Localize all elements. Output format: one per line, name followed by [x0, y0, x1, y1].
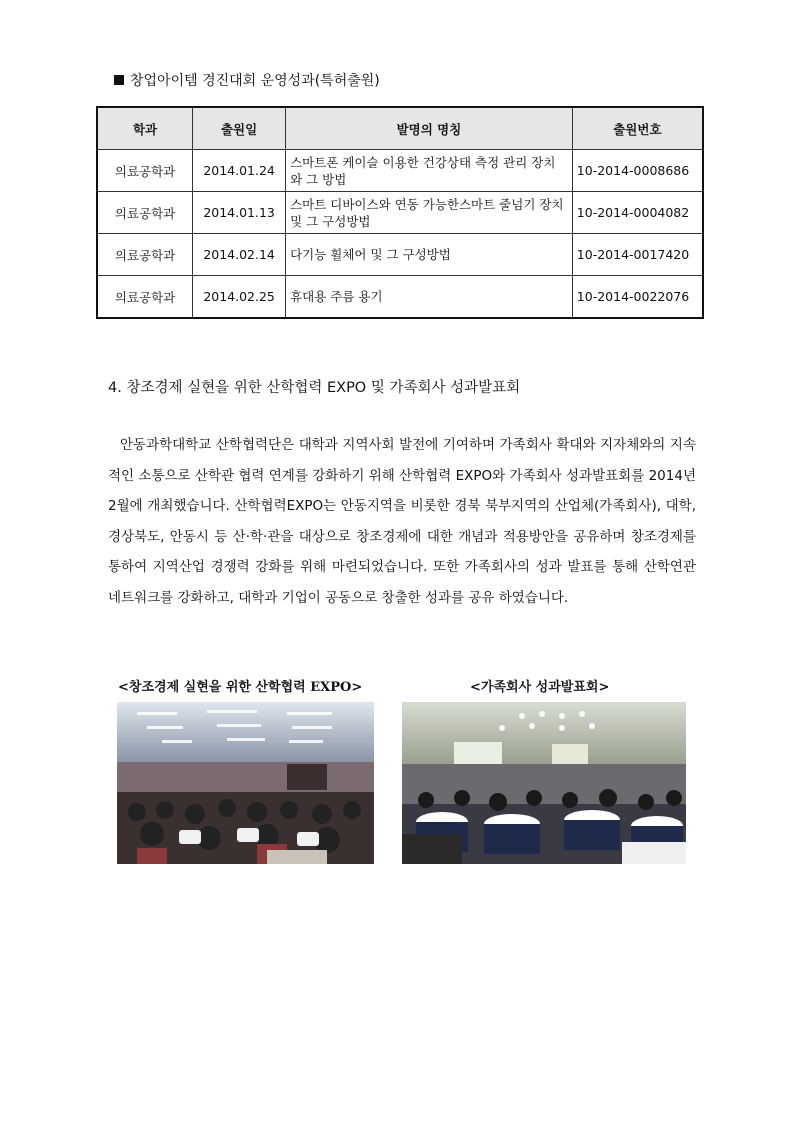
- cell-number: 10-2014-0022076: [572, 276, 703, 319]
- cell-date: 2014.02.25: [193, 276, 286, 319]
- cell-number: 10-2014-0004082: [572, 192, 703, 234]
- section-heading: [114, 70, 380, 90]
- cell-dept: 의료공학과: [97, 192, 193, 234]
- cell-date: 2014.01.13: [193, 192, 286, 234]
- column-header-date: 출원일: [193, 107, 286, 150]
- column-header-number: 출원번호: [572, 107, 703, 150]
- cell-title: 휴대용 주름 용기: [286, 276, 573, 319]
- body-paragraph: 안동과학대학교 산학협력단은 대학과 지역사회 발전에 기여하며 가족회사 확대와 지자체와의 지속적인 소통으로 산학관 협력 연계를 강화하기 위해 산학협력 EXPO와 가족회사 성과발표회를 2014년 2월에 개최했습니다. 산학협력EXPO는 안동지역을 비롯한 경북 북부지역의 산업체(가족회사), 대학, 경상북도, 안동시 등 산·학·관을 대상으로 창조경제에 대한 개념과 적용방안을 공유하며 창조경제를 통하여 지역산업 경쟁력 강화를 위해 마련되었습니다. 또한 가족회사의 성과 발표를 통해 산학연관 네트워크를 강화하고, 대학과 기업이 공동으로 창출한 성과를 공유 하였습니다.: [108, 437, 696, 606]
- photo-caption-family-company: <가족회사 성과발표회>: [470, 680, 610, 695]
- photo-caption-expo: <창조경제 실현을 위한 산학협력 EXPO>: [118, 680, 363, 695]
- cell-date: 2014.02.14: [193, 234, 286, 276]
- expo-event-photo: [117, 702, 374, 864]
- chapter-title: 4. 창조경제 실현을 위한 산학협력 EXPO 및 가족회사 성과발표회: [108, 380, 521, 396]
- family-company-presentation-photo: [402, 702, 686, 864]
- column-header-title: 발명의 명칭: [286, 107, 573, 150]
- cell-dept: 의료공학과: [97, 234, 193, 276]
- square-bullet-icon: [114, 75, 124, 85]
- table-row: [97, 234, 703, 276]
- section-heading-text: 창업아이템 경진대회 운영성과(특허출원): [130, 73, 380, 89]
- cell-title: 스마트폰 케이슬 이용한 건강상태 측정 관리 장치 와 그 방법: [286, 150, 573, 192]
- table-row: [97, 276, 703, 319]
- cell-title: 다기능 휠체어 및 그 구성방법: [286, 234, 573, 276]
- cell-number: 10-2014-0008686: [572, 150, 703, 192]
- column-header-dept: 학과: [97, 107, 193, 150]
- cell-dept: 의료공학과: [97, 150, 193, 192]
- table-row: [97, 192, 703, 234]
- cell-title: 스마트 디바이스와 연동 가능한스마트 줄넘기 장치 및 그 구성방법: [286, 192, 573, 234]
- patent-table: [96, 106, 704, 319]
- table-row: [97, 150, 703, 192]
- cell-number: 10-2014-0017420: [572, 234, 703, 276]
- cell-date: 2014.01.24: [193, 150, 286, 192]
- table-header-row: [97, 107, 703, 150]
- cell-dept: 의료공학과: [97, 276, 193, 319]
